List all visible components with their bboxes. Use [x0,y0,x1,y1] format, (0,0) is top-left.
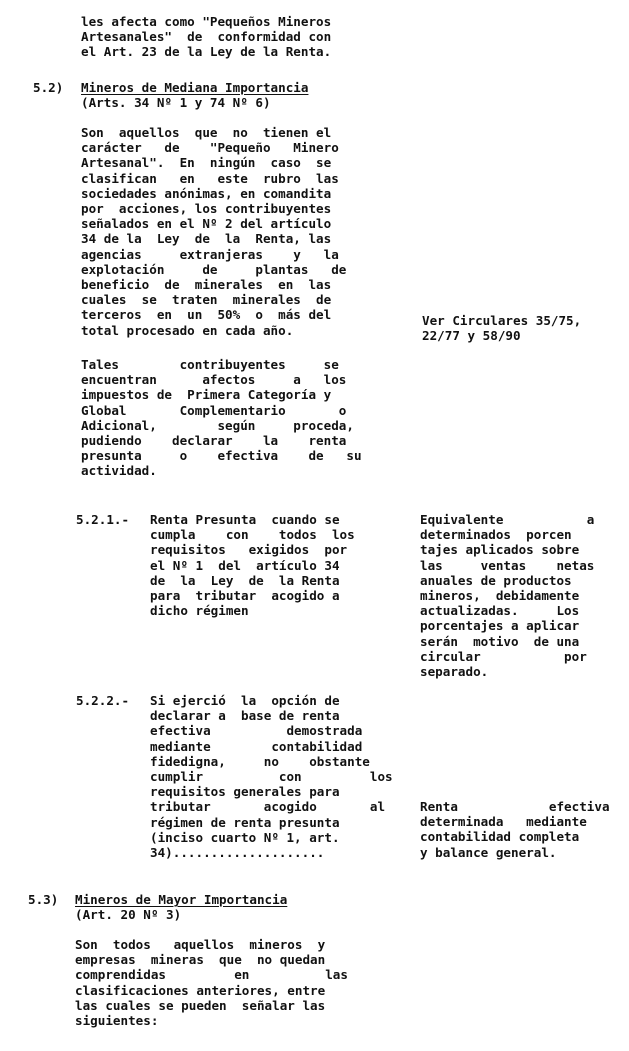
text-line: requisitos generales para [150,784,340,800]
section-reference: (Art. 20 Nº 3) [75,907,182,923]
text-line: Ver Circulares 35/75, [422,313,582,328]
text-line: requisitos exigidos por [150,542,348,558]
text-line: clasificaciones anteriores, entre [75,982,326,998]
margin-note [422,313,622,343]
text-line: Si ejerció la opción de [150,693,340,708]
text-line: Renta Presunta cuando se [150,512,340,527]
body-paragraph [75,937,380,1028]
text-line: terceros en un 50% o más del [81,307,332,323]
text-line: contabilidad completa [420,829,580,845]
text-line: Son aquellos que no tienen el [81,125,332,140]
text-line: 22/77 y 58/90 [422,328,521,344]
text-line: de la Ley de la Renta [150,572,340,588]
text-line: las cuales se pueden señalar las [75,997,326,1013]
text-line: Global Complementario o [81,402,347,418]
intro-paragraph [81,14,386,60]
text-line: para tributar acogido a [150,588,340,604]
text-line: beneficio de minerales en las [81,277,332,293]
subsection-number: 5.2.1.- [76,512,130,527]
text-line: cumplir con los [150,769,393,785]
section-heading [75,892,385,922]
text-line: el Nº 1 del artículo 34 [150,557,340,573]
text-line: comprendidas en las [75,967,348,983]
text-line: dicho régimen [150,603,249,619]
text-line: carácter de "Pequeño Minero [81,140,339,156]
text-line: 34 de la Ley de la Renta, las [81,231,332,247]
text-line: el Art. 23 de la Ley de la Renta. [81,44,332,60]
text-line: clasifican en este rubro las [81,170,339,186]
text-line: les afecta como "Pequeños Mineros [81,14,332,29]
text-line: (inciso cuarto Nº 1, art. [150,829,340,845]
text-line: Son todos aquellos mineros y [75,937,326,952]
text-line: declarar a base de renta [150,708,340,724]
subsection-text [150,512,385,618]
text-line: agencias extranjeras y la [81,246,339,262]
text-line: señalados en el Nº 2 del artículo [81,216,332,232]
text-line: cuales se traten minerales de [81,292,332,308]
section-title: Mineros de Mediana Importancia [81,80,309,95]
text-line: pudiendo declarar la renta [81,433,347,449]
section-number: 5.3) [28,892,59,907]
text-line: mediante contabilidad [150,738,363,754]
text-line: régimen de renta presunta [150,814,340,830]
text-line: cumpla con todos los [150,527,355,543]
margin-note [420,512,620,679]
text-line: Artesanal". En ningún caso se [81,155,332,171]
text-line: mineros, debidamente [420,588,580,604]
section-number: 5.2) [33,80,64,95]
text-line: porcentajes a aplicar [420,618,580,634]
text-line: Artesanales" de conformidad con [81,29,332,45]
body-paragraph [81,357,386,479]
text-line: y balance general. [420,844,557,860]
text-line: actualizadas. Los [420,603,580,619]
section-title: Mineros de Mayor Importancia [75,892,288,907]
section-reference: (Arts. 34 Nº 1 y 74 Nº 6) [81,95,271,111]
subsection-number: 5.2.2.- [76,693,130,708]
text-line: Adicional, según proceda, [81,417,354,433]
text-line: anuales de productos [420,572,572,588]
text-line: explotación de plantas de [81,261,347,277]
text-line: impuestos de Primera Categoría y [81,387,332,403]
text-line: fidedigna, no obstante [150,753,370,769]
text-line: siguientes: [75,1013,159,1029]
text-line: 34).................... [150,845,325,861]
text-line: efectiva demostrada [150,723,363,739]
text-line: Renta efectiva [420,799,610,814]
text-line: total procesado en cada año. [81,322,294,338]
text-line: tajes aplicados sobre [420,542,580,558]
text-line: tributar acogido al [150,799,386,815]
text-line: presunta o efectiva de su [81,448,362,464]
text-line: Equivalente a [420,512,595,527]
text-line: determinada mediante [420,814,587,830]
text-line: actividad. [81,463,157,479]
subsection-text [150,693,393,861]
text-line: por acciones, los contribuyentes [81,201,332,217]
body-paragraph [81,125,386,338]
text-line: sociedades anónimas, en comandita [81,185,332,201]
text-line: empresas mineras que no quedan [75,952,326,968]
text-line: determinados porcen [420,527,572,543]
text-line: circular por [420,648,587,664]
margin-note [420,799,620,860]
text-line: Tales contribuyentes se [81,357,339,372]
text-line: serán motivo de una [420,633,580,649]
text-line: las ventas netas [420,557,595,573]
text-line: separado. [420,664,489,680]
text-line: encuentran afectos a los [81,372,347,388]
section-heading [81,80,391,110]
